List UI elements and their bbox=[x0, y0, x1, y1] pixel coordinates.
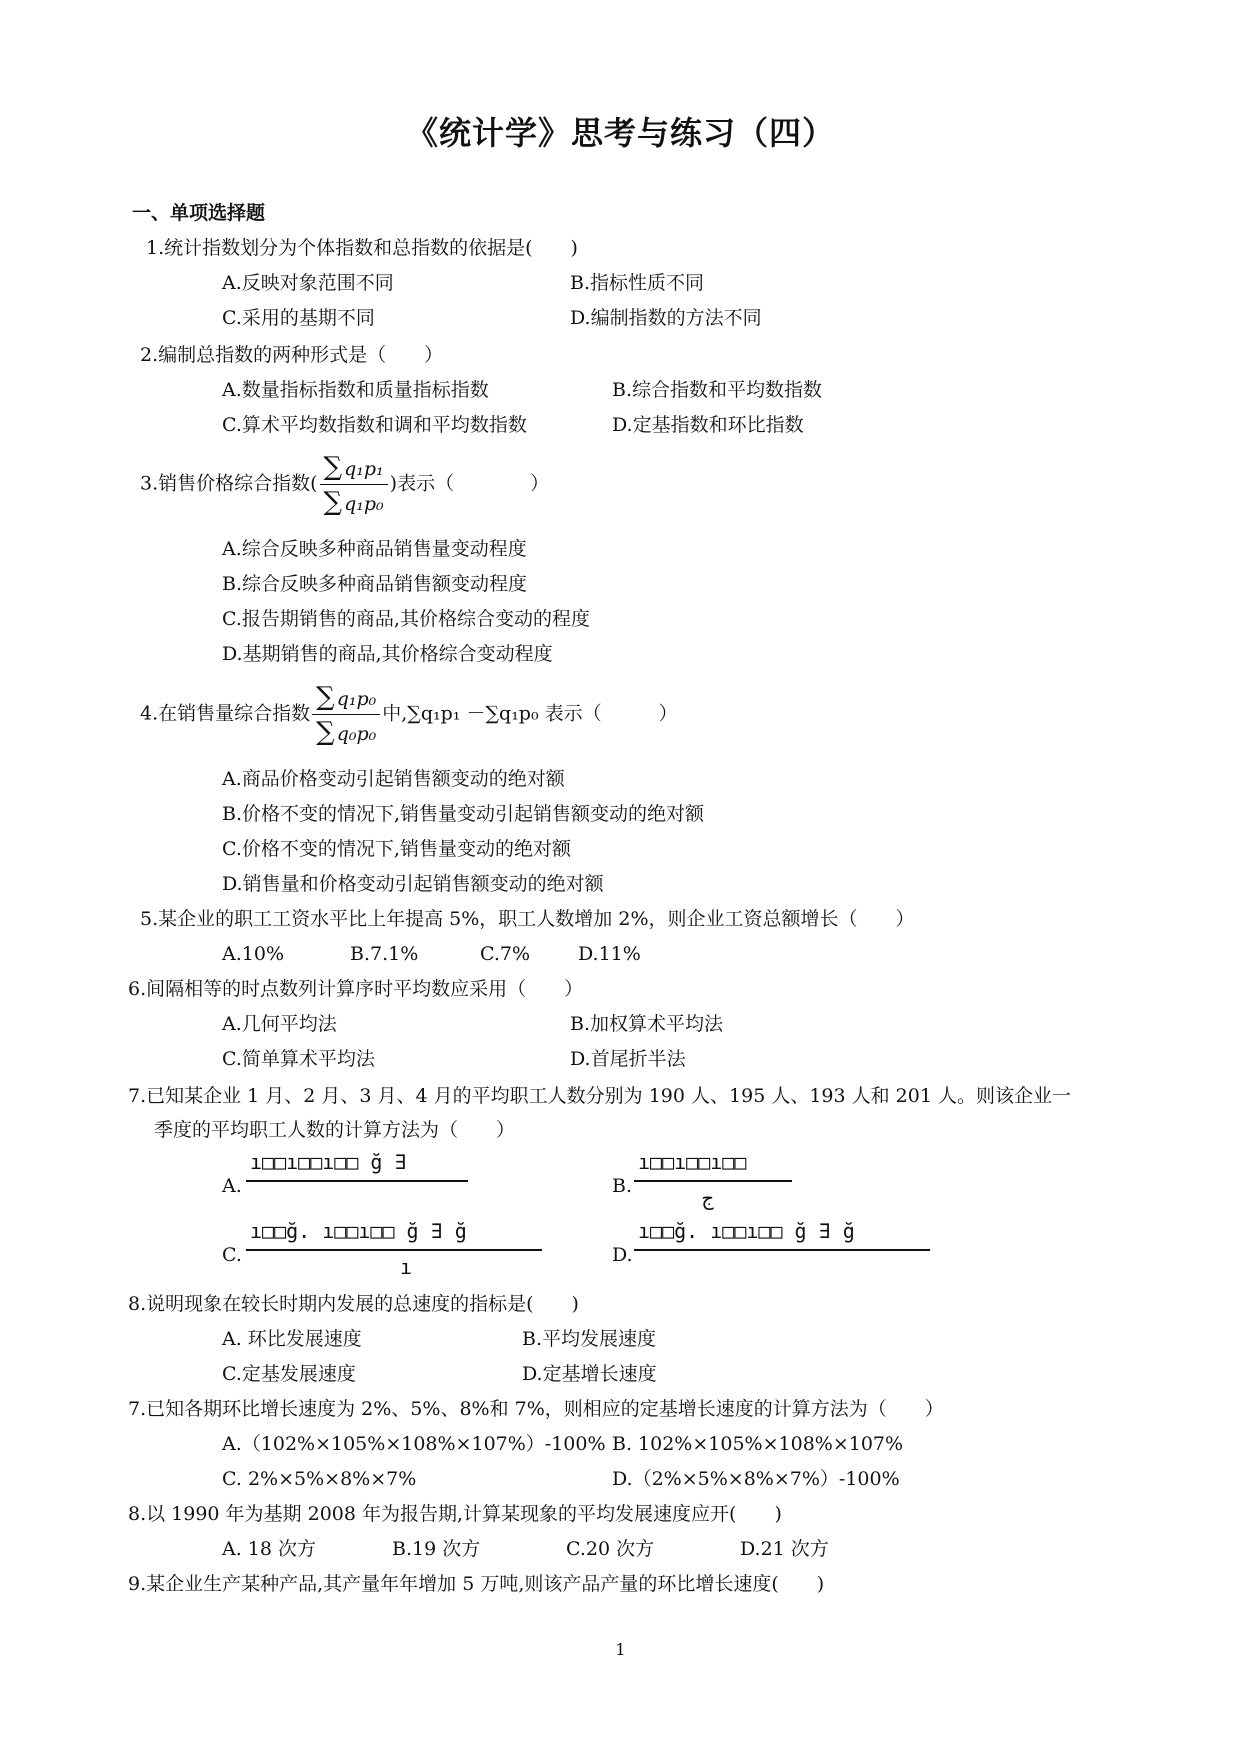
q3-stem-suffix: )表示（ ） bbox=[389, 472, 550, 495]
q7b-option-a[interactable]: A.（102%×105%×108%×107%）-100% bbox=[222, 1433, 606, 1455]
q7-option-a-label[interactable]: A. bbox=[222, 1175, 242, 1197]
q6-option-d[interactable]: D.首尾折半法 bbox=[570, 1048, 686, 1070]
q4-option-c[interactable]: C.价格不变的情况下,销售量变动的绝对额 bbox=[222, 838, 571, 860]
q2-option-c[interactable]: C.算术平均数指数和调和平均数指数 bbox=[222, 414, 527, 436]
question-6-stem: 6.间隔相等的时点数列计算序时平均数应采用（ ） bbox=[128, 978, 584, 1000]
q6-option-c[interactable]: C.简单算术平均法 bbox=[222, 1048, 375, 1070]
q1-option-a[interactable]: A.反映对象范围不同 bbox=[222, 272, 394, 294]
q7-option-b-fraction-bar bbox=[634, 1180, 792, 1182]
question-2-stem: 2.编制总指数的两种形式是（ ） bbox=[140, 344, 444, 366]
q2-option-a[interactable]: A.数量指标指数和质量指标指数 bbox=[222, 379, 489, 401]
q1-option-d[interactable]: D.编制指数的方法不同 bbox=[570, 307, 762, 329]
section-heading: 一、单项选择题 bbox=[132, 202, 266, 224]
q4-stem-prefix: 4.在销售量综合指数 bbox=[140, 702, 311, 725]
q7-option-b-label[interactable]: B. bbox=[612, 1175, 633, 1197]
page-number: 1 bbox=[615, 1640, 626, 1659]
q3-option-b[interactable]: B.综合反映多种商品销售额变动程度 bbox=[222, 573, 528, 595]
question-7-stem-line-2: 季度的平均职工人数的计算方法为（ ） bbox=[154, 1119, 516, 1141]
q7b-option-b[interactable]: B. 102%×105%×108%×107% bbox=[612, 1433, 904, 1455]
q4-option-a[interactable]: A.商品价格变动引起销售额变动的绝对额 bbox=[222, 768, 565, 790]
q6-option-b[interactable]: B.加权算术平均法 bbox=[570, 1013, 724, 1035]
q2-option-d[interactable]: D.定基指数和环比指数 bbox=[612, 414, 804, 436]
q3-option-d[interactable]: D.基期销售的商品,其价格综合变动程度 bbox=[222, 643, 553, 665]
q8-option-d[interactable]: D.定基增长速度 bbox=[522, 1363, 657, 1385]
q1-option-c[interactable]: C.采用的基期不同 bbox=[222, 307, 375, 329]
q7-option-d-fraction-bar bbox=[634, 1249, 930, 1251]
question-8-stem: 8.说明现象在较长时期内发展的总速度的指标是( ) bbox=[128, 1293, 579, 1315]
q8-option-a[interactable]: A. 环比发展速度 bbox=[222, 1328, 362, 1350]
question-1-stem: 1.统计指数划分为个体指数和总指数的依据是( ) bbox=[146, 237, 578, 259]
q7-option-b-denominator: ج bbox=[702, 1186, 715, 1210]
question-7b-stem: 7.已知各期环比增长速度为 2%、5%、8%和 7%，则相应的定基增长速度的计算方法为（ ） bbox=[128, 1398, 944, 1420]
q4-stem-suffix: 中,∑q₁p₁ －∑q₁p₀ 表示（ ） bbox=[382, 702, 678, 725]
q8b-option-d[interactable]: D.21 次方 bbox=[740, 1538, 829, 1560]
q6-option-a[interactable]: A.几何平均法 bbox=[222, 1013, 337, 1035]
q3-fraction: $\frac{\text{∑ q₁p₁}}{\text{∑ q₁p₀}}$ bbox=[320, 452, 388, 517]
q4-option-d[interactable]: D.销售量和价格变动引起销售额变动的绝对额 bbox=[222, 873, 604, 895]
q8-option-b[interactable]: B.平均发展速度 bbox=[522, 1328, 657, 1350]
page-title: 《统计学》思考与练习（四） bbox=[405, 114, 835, 152]
q2-option-b[interactable]: B.综合指数和平均数指数 bbox=[612, 379, 823, 401]
question-7-stem-line-1: 7.已知某企业 1 月、2 月、3 月、4 月的平均职工人数分别为 190 人、195 人、193 人和 201 人。则该企业一 bbox=[128, 1085, 1071, 1107]
q1-option-b[interactable]: B.指标性质不同 bbox=[570, 272, 705, 294]
q5-option-d[interactable]: D.11% bbox=[578, 943, 641, 965]
q8-option-c[interactable]: C.定基发展速度 bbox=[222, 1363, 356, 1385]
q7-option-c-denominator: ı bbox=[400, 1255, 413, 1279]
q5-option-a[interactable]: A.10% bbox=[222, 943, 284, 965]
q3-stem-prefix: 3.销售价格综合指数( bbox=[140, 472, 318, 495]
q7-option-b-formula: ı□□ı□□ı□□ bbox=[638, 1150, 747, 1174]
question-5-stem: 5.某企业的职工工资水平比上年提高 5%，职工人数增加 2%，则企业工资总额增长（ ） bbox=[140, 908, 915, 930]
q4-fraction: $\frac{\text{∑ q₁p₀}}{\text{∑ q₀p₀}}$ bbox=[312, 682, 380, 747]
q7-option-a-fraction-bar bbox=[246, 1180, 468, 1182]
q7b-option-c[interactable]: C. 2%×5%×8%×7% bbox=[222, 1468, 417, 1490]
q4-denominator: q₀p₀ bbox=[336, 723, 377, 745]
question-4-stem bbox=[140, 682, 678, 747]
question-3-stem bbox=[140, 452, 549, 517]
q4-numerator: q₁p₀ bbox=[336, 688, 377, 710]
q8b-option-a[interactable]: A. 18 次方 bbox=[222, 1538, 317, 1560]
q3-option-a[interactable]: A.综合反映多种商品销售量变动程度 bbox=[222, 538, 527, 560]
q7-option-c-formula: ı□□ğ. ı□□ı□□ ğ ∃ ğ bbox=[250, 1219, 467, 1243]
q7-option-c-label[interactable]: C. bbox=[222, 1244, 242, 1266]
q3-denominator: q₁p₀ bbox=[344, 493, 384, 515]
question-9-stem: 9.某企业生产某种产品,其产量年年增加 5 万吨,则该产品产量的环比增长速度( ) bbox=[128, 1573, 825, 1595]
q7-option-d-label[interactable]: D. bbox=[612, 1244, 633, 1266]
q3-numerator: q₁p₁ bbox=[344, 458, 384, 480]
q7-option-a-formula: ı□□ı□□ı□□ ğ ∃ bbox=[250, 1150, 407, 1174]
q4-option-b[interactable]: B.价格不变的情况下,销售量变动引起销售额变动的绝对额 bbox=[222, 803, 705, 825]
q7-option-d-formula: ı□□ğ. ı□□ı□□ ğ ∃ ğ bbox=[638, 1219, 855, 1243]
q5-option-b[interactable]: B.7.1% bbox=[350, 943, 419, 965]
q3-option-c[interactable]: C.报告期销售的商品,其价格综合变动的程度 bbox=[222, 608, 590, 630]
q5-option-c[interactable]: C.7% bbox=[480, 943, 531, 965]
question-8b-stem: 8.以 1990 年为基期 2008 年为报告期,计算某现象的平均发展速度应开( ) bbox=[128, 1503, 782, 1525]
q7-option-c-fraction-bar bbox=[246, 1249, 542, 1251]
q8b-option-c[interactable]: C.20 次方 bbox=[566, 1538, 655, 1560]
q8b-option-b[interactable]: B.19 次方 bbox=[392, 1538, 481, 1560]
q7b-option-d[interactable]: D.（2%×5%×8%×7%）-100% bbox=[612, 1468, 900, 1490]
